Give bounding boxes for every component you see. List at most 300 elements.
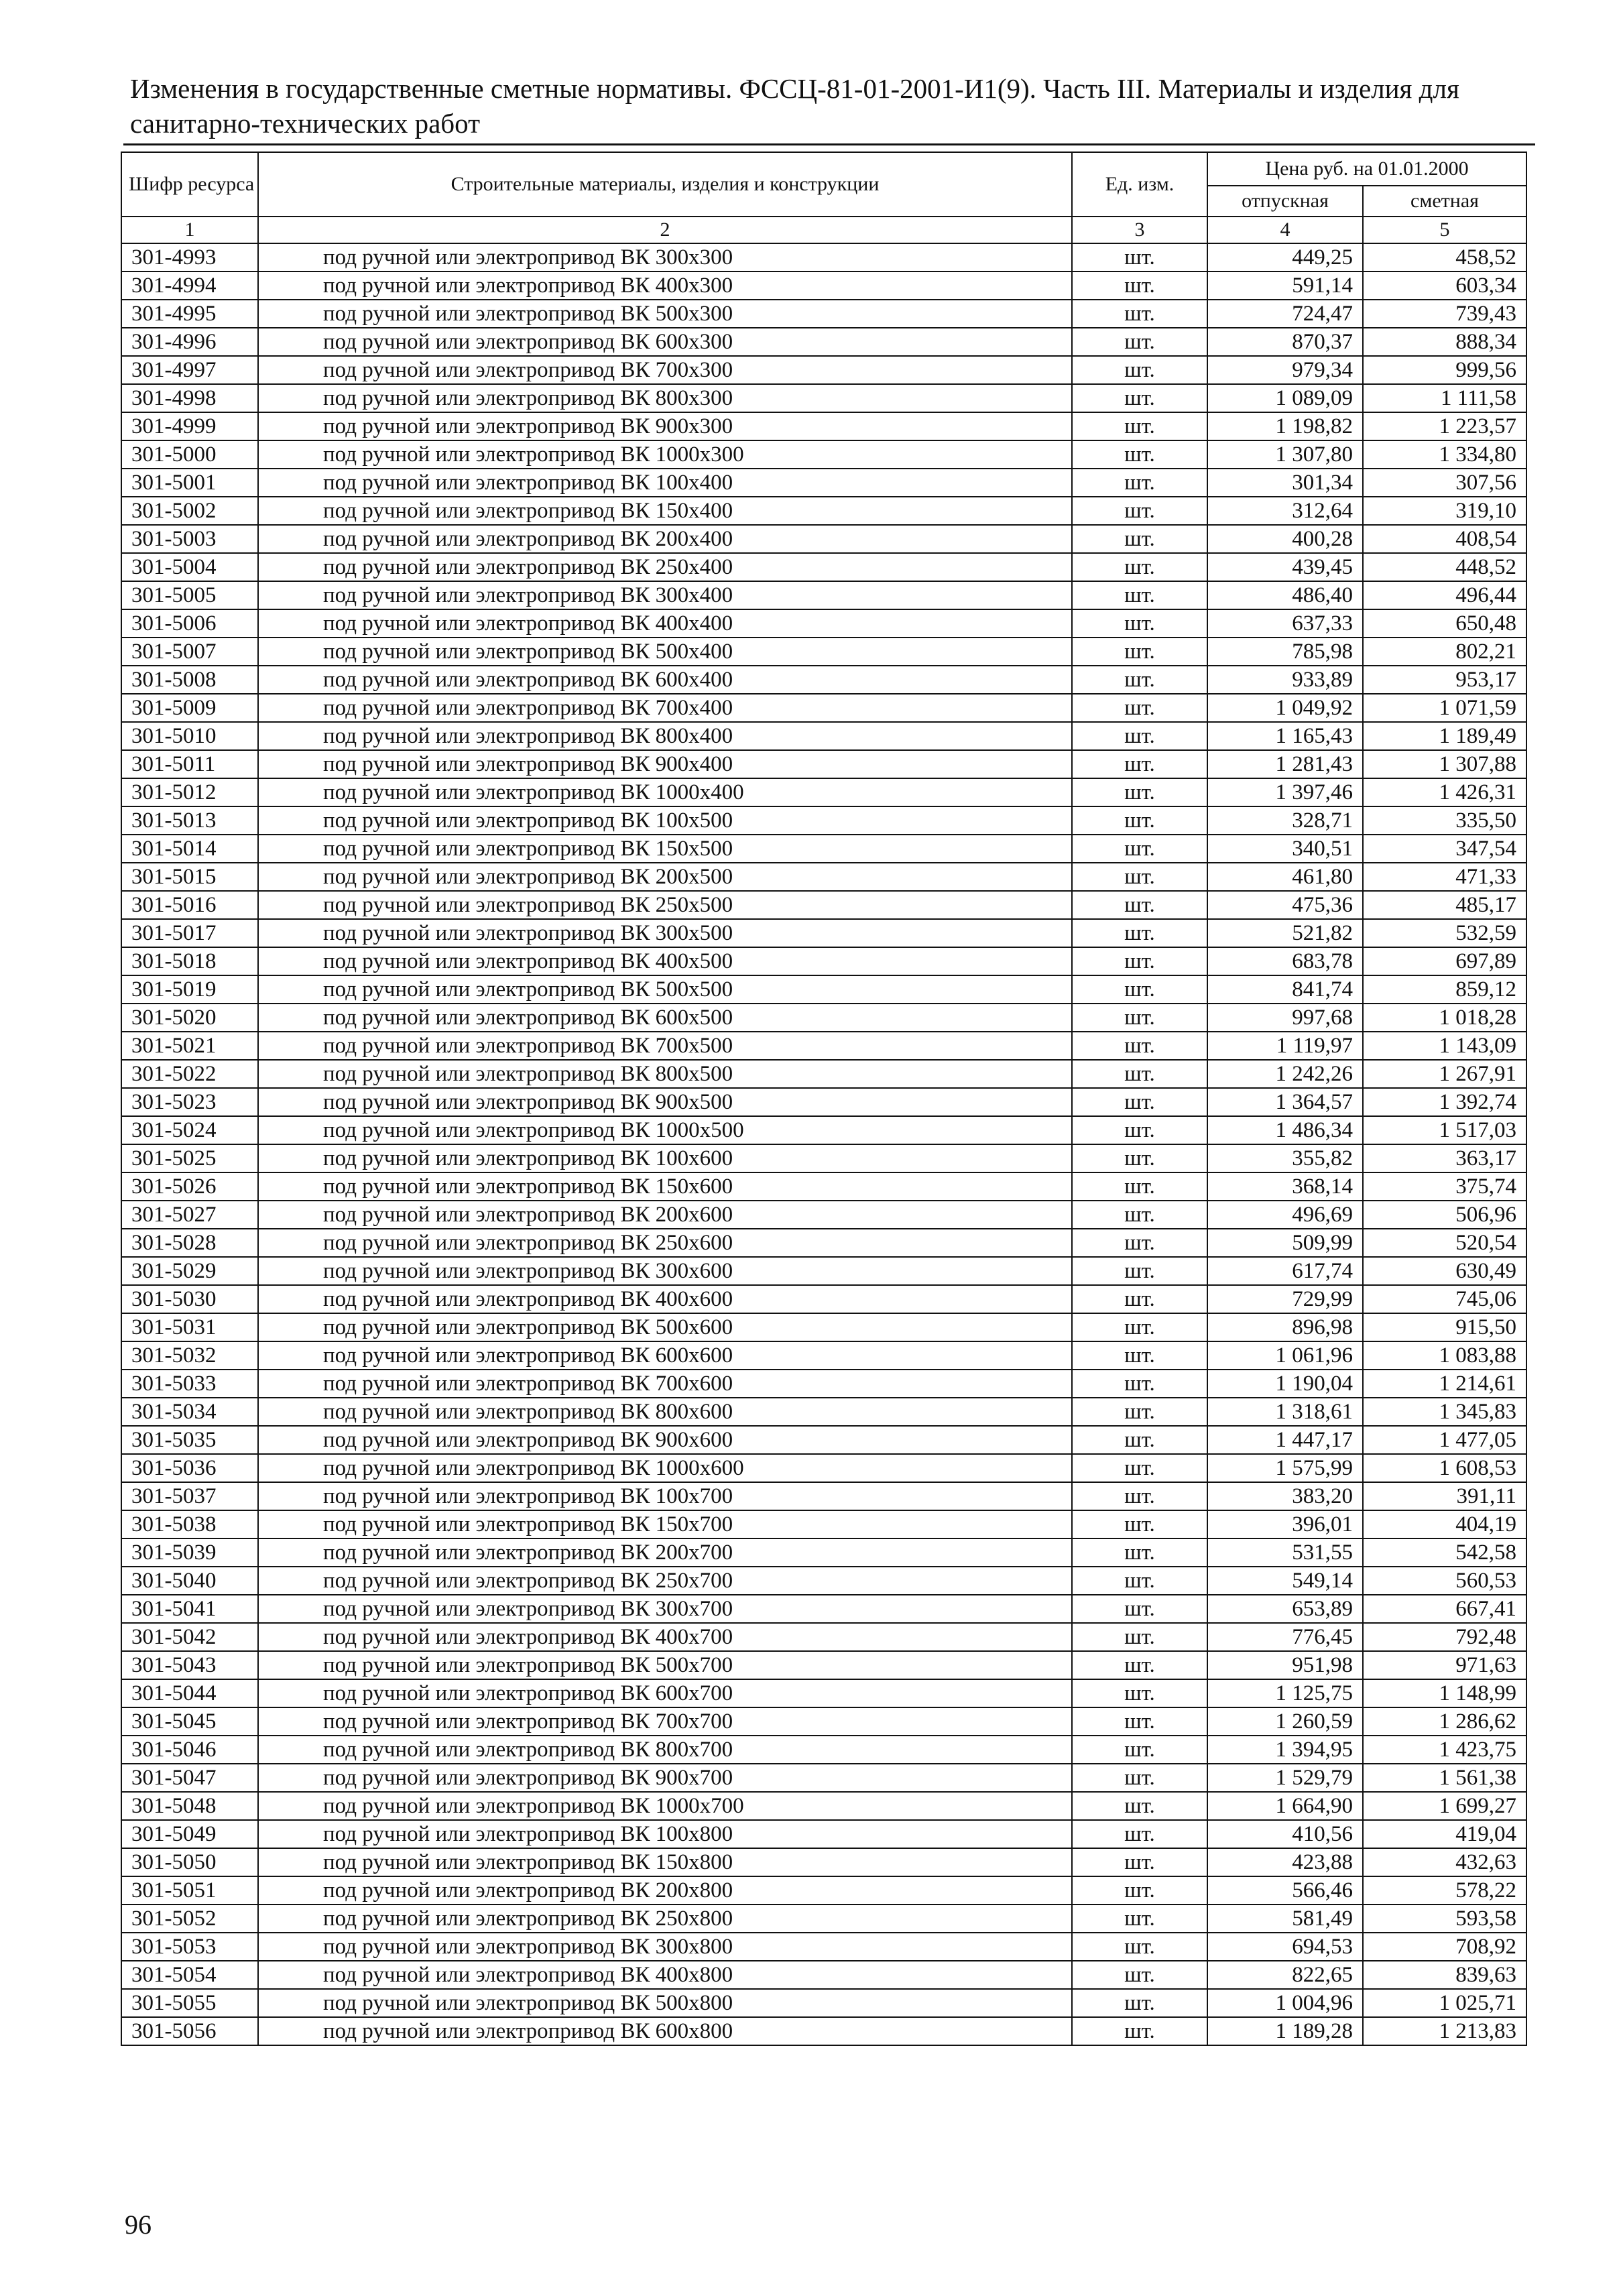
unit: шт. xyxy=(1072,525,1207,553)
resource-code: 301-5020 xyxy=(121,1004,258,1032)
material-name: под ручной или электропривод ВК 500x600 xyxy=(258,1313,1072,1341)
material-name: под ручной или электропривод ВК 400x600 xyxy=(258,1285,1072,1313)
release-price: 1 394,95 xyxy=(1207,1736,1363,1764)
estimate-price: 1 018,28 xyxy=(1363,1004,1526,1032)
unit: шт. xyxy=(1072,975,1207,1004)
unit: шт. xyxy=(1072,412,1207,440)
material-name: под ручной или электропривод ВК 600x600 xyxy=(258,1341,1072,1370)
column-number: 5 xyxy=(1363,217,1526,243)
release-price: 449,25 xyxy=(1207,243,1363,271)
resource-code: 301-5016 xyxy=(121,891,258,919)
unit: шт. xyxy=(1072,722,1207,750)
header-name: Строительные материалы, изделия и конструкции xyxy=(258,152,1072,217)
table-row xyxy=(121,1623,1526,1651)
table-row xyxy=(121,806,1526,835)
material-name: под ручной или электропривод ВК 100x400 xyxy=(258,469,1072,497)
resource-code: 301-5027 xyxy=(121,1201,258,1229)
resource-code: 301-5001 xyxy=(121,469,258,497)
table-row xyxy=(121,609,1526,638)
estimate-price: 1 111,58 xyxy=(1363,384,1526,412)
material-name: под ручной или электропривод ВК 900x300 xyxy=(258,412,1072,440)
material-name: под ручной или электропривод ВК 800x700 xyxy=(258,1736,1072,1764)
table-row xyxy=(121,1876,1526,1905)
material-name: под ручной или электропривод ВК 700x300 xyxy=(258,356,1072,384)
material-name: под ручной или электропривод ВК 400x300 xyxy=(258,271,1072,300)
estimate-price: 542,58 xyxy=(1363,1538,1526,1567)
unit: шт. xyxy=(1072,1088,1207,1116)
table-row xyxy=(121,1933,1526,1961)
release-price: 328,71 xyxy=(1207,806,1363,835)
header-price-group: Цена руб. на 01.01.2000 xyxy=(1207,152,1526,186)
unit: шт. xyxy=(1072,1961,1207,1989)
estimate-price: 532,59 xyxy=(1363,919,1526,947)
resource-code: 301-5011 xyxy=(121,750,258,778)
estimate-price: 802,21 xyxy=(1363,638,1526,666)
material-name: под ручной или электропривод ВК 200x600 xyxy=(258,1201,1072,1229)
release-price: 1 125,75 xyxy=(1207,1679,1363,1707)
resource-code: 301-5033 xyxy=(121,1370,258,1398)
material-name: под ручной или электропривод ВК 900x500 xyxy=(258,1088,1072,1116)
material-name: под ручной или электропривод ВК 500x700 xyxy=(258,1651,1072,1679)
material-name: под ручной или электропривод ВК 700x700 xyxy=(258,1707,1072,1736)
material-name: под ручной или электропривод ВК 1000x700 xyxy=(258,1792,1072,1820)
release-price: 368,14 xyxy=(1207,1172,1363,1201)
release-price: 1 486,34 xyxy=(1207,1116,1363,1144)
unit: шт. xyxy=(1072,1201,1207,1229)
estimate-price: 1 214,61 xyxy=(1363,1370,1526,1398)
estimate-price: 630,49 xyxy=(1363,1257,1526,1285)
unit: шт. xyxy=(1072,2017,1207,2045)
estimate-price: 1 083,88 xyxy=(1363,1341,1526,1370)
release-price: 683,78 xyxy=(1207,947,1363,975)
resource-code: 301-5053 xyxy=(121,1933,258,1961)
table-row xyxy=(121,1370,1526,1398)
resource-code: 301-5030 xyxy=(121,1285,258,1313)
resource-code: 301-5051 xyxy=(121,1876,258,1905)
resource-code: 301-5040 xyxy=(121,1567,258,1595)
header-unit: Ед. изм. xyxy=(1072,152,1207,217)
resource-code: 301-5039 xyxy=(121,1538,258,1567)
page-number: 96 xyxy=(125,2210,152,2240)
estimate-price: 335,50 xyxy=(1363,806,1526,835)
unit: шт. xyxy=(1072,1060,1207,1088)
table-row xyxy=(121,440,1526,469)
material-name: под ручной или электропривод ВК 900x700 xyxy=(258,1764,1072,1792)
table-row xyxy=(121,328,1526,356)
table-row xyxy=(121,581,1526,609)
estimate-price: 1 223,57 xyxy=(1363,412,1526,440)
unit: шт. xyxy=(1072,1370,1207,1398)
unit: шт. xyxy=(1072,1679,1207,1707)
estimate-price: 448,52 xyxy=(1363,553,1526,581)
resource-code: 301-5025 xyxy=(121,1144,258,1172)
resource-code: 301-5032 xyxy=(121,1341,258,1370)
unit: шт. xyxy=(1072,1398,1207,1426)
material-name: под ручной или электропривод ВК 800x600 xyxy=(258,1398,1072,1426)
estimate-price: 1 286,62 xyxy=(1363,1707,1526,1736)
material-name: под ручной или электропривод ВК 800x400 xyxy=(258,722,1072,750)
material-name: под ручной или электропривод ВК 600x800 xyxy=(258,2017,1072,2045)
resource-code: 301-5017 xyxy=(121,919,258,947)
title-divider xyxy=(123,143,1535,145)
estimate-price: 347,54 xyxy=(1363,835,1526,863)
table-row xyxy=(121,1792,1526,1820)
table-row xyxy=(121,1004,1526,1032)
table-row xyxy=(121,891,1526,919)
resource-code: 301-5046 xyxy=(121,1736,258,1764)
table-body xyxy=(121,243,1526,2045)
resource-code: 301-5019 xyxy=(121,975,258,1004)
unit: шт. xyxy=(1072,666,1207,694)
table-row xyxy=(121,750,1526,778)
estimate-price: 1 148,99 xyxy=(1363,1679,1526,1707)
table-row xyxy=(121,553,1526,581)
unit: шт. xyxy=(1072,1172,1207,1201)
table-row xyxy=(121,1567,1526,1595)
material-name: под ручной или электропривод ВК 700x400 xyxy=(258,694,1072,722)
resource-code: 301-4999 xyxy=(121,412,258,440)
unit: шт. xyxy=(1072,694,1207,722)
unit: шт. xyxy=(1072,835,1207,863)
column-number: 4 xyxy=(1207,217,1363,243)
resource-code: 301-5029 xyxy=(121,1257,258,1285)
release-price: 340,51 xyxy=(1207,835,1363,863)
material-name: под ручной или электропривод ВК 200x500 xyxy=(258,863,1072,891)
unit: шт. xyxy=(1072,891,1207,919)
resource-code: 301-5028 xyxy=(121,1229,258,1257)
table-row xyxy=(121,1229,1526,1257)
release-price: 549,14 xyxy=(1207,1567,1363,1595)
material-name: под ручной или электропривод ВК 100x500 xyxy=(258,806,1072,835)
material-name: под ручной или электропривод ВК 1000x600 xyxy=(258,1454,1072,1482)
unit: шт. xyxy=(1072,1229,1207,1257)
resource-code: 301-5045 xyxy=(121,1707,258,1736)
release-price: 729,99 xyxy=(1207,1285,1363,1313)
resource-code: 301-5010 xyxy=(121,722,258,750)
material-name: под ручной или электропривод ВК 900x400 xyxy=(258,750,1072,778)
unit: шт. xyxy=(1072,1426,1207,1454)
table-row xyxy=(121,1736,1526,1764)
release-price: 896,98 xyxy=(1207,1313,1363,1341)
table-row xyxy=(121,1172,1526,1201)
table-row xyxy=(121,1820,1526,1848)
release-price: 1 242,26 xyxy=(1207,1060,1363,1088)
release-price: 475,36 xyxy=(1207,891,1363,919)
resource-code: 301-4996 xyxy=(121,328,258,356)
table-row xyxy=(121,1116,1526,1144)
estimate-price: 650,48 xyxy=(1363,609,1526,638)
resource-code: 301-5048 xyxy=(121,1792,258,1820)
estimate-price: 593,58 xyxy=(1363,1905,1526,1933)
estimate-price: 859,12 xyxy=(1363,975,1526,1004)
release-price: 822,65 xyxy=(1207,1961,1363,1989)
material-name: под ручной или электропривод ВК 600x300 xyxy=(258,328,1072,356)
unit: шт. xyxy=(1072,1989,1207,2017)
release-price: 423,88 xyxy=(1207,1848,1363,1876)
resource-code: 301-5034 xyxy=(121,1398,258,1426)
estimate-price: 1 423,75 xyxy=(1363,1736,1526,1764)
unit: шт. xyxy=(1072,1341,1207,1370)
resource-code: 301-5049 xyxy=(121,1820,258,1848)
unit: шт. xyxy=(1072,300,1207,328)
table-row xyxy=(121,356,1526,384)
resource-code: 301-5015 xyxy=(121,863,258,891)
unit: шт. xyxy=(1072,1651,1207,1679)
resource-code: 301-5056 xyxy=(121,2017,258,2045)
release-price: 637,33 xyxy=(1207,609,1363,638)
unit: шт. xyxy=(1072,1848,1207,1876)
release-price: 1 198,82 xyxy=(1207,412,1363,440)
estimate-price: 1 334,80 xyxy=(1363,440,1526,469)
release-price: 1 119,97 xyxy=(1207,1032,1363,1060)
release-price: 1 397,46 xyxy=(1207,778,1363,806)
header-release: отпускная xyxy=(1207,186,1363,217)
resource-code: 301-4993 xyxy=(121,243,258,271)
resource-code: 301-5021 xyxy=(121,1032,258,1060)
table-row xyxy=(121,469,1526,497)
material-name: под ручной или электропривод ВК 500x500 xyxy=(258,975,1072,1004)
resource-code: 301-5035 xyxy=(121,1426,258,1454)
unit: шт. xyxy=(1072,1933,1207,1961)
unit: шт. xyxy=(1072,1595,1207,1623)
release-price: 1 529,79 xyxy=(1207,1764,1363,1792)
resource-code: 301-5054 xyxy=(121,1961,258,1989)
table-row xyxy=(121,1398,1526,1426)
resource-code: 301-5014 xyxy=(121,835,258,863)
release-price: 396,01 xyxy=(1207,1510,1363,1538)
material-name: под ручной или электропривод ВК 300x800 xyxy=(258,1933,1072,1961)
table-row xyxy=(121,1313,1526,1341)
table-row xyxy=(121,300,1526,328)
estimate-price: 496,44 xyxy=(1363,581,1526,609)
column-number: 2 xyxy=(258,217,1072,243)
unit: шт. xyxy=(1072,863,1207,891)
resource-code: 301-5012 xyxy=(121,778,258,806)
table-row xyxy=(121,835,1526,863)
estimate-price: 1 477,05 xyxy=(1363,1426,1526,1454)
material-name: под ручной или электропривод ВК 200x800 xyxy=(258,1876,1072,1905)
material-name: под ручной или электропривод ВК 250x400 xyxy=(258,553,1072,581)
estimate-price: 915,50 xyxy=(1363,1313,1526,1341)
release-price: 979,34 xyxy=(1207,356,1363,384)
table-row xyxy=(121,975,1526,1004)
unit: шт. xyxy=(1072,1313,1207,1341)
unit: шт. xyxy=(1072,271,1207,300)
unit: шт. xyxy=(1072,1285,1207,1313)
release-price: 1 049,92 xyxy=(1207,694,1363,722)
estimate-price: 667,41 xyxy=(1363,1595,1526,1623)
release-price: 355,82 xyxy=(1207,1144,1363,1172)
estimate-price: 953,17 xyxy=(1363,666,1526,694)
material-name: под ручной или электропривод ВК 150x600 xyxy=(258,1172,1072,1201)
release-price: 1 089,09 xyxy=(1207,384,1363,412)
release-price: 1 004,96 xyxy=(1207,1989,1363,2017)
estimate-price: 1 426,31 xyxy=(1363,778,1526,806)
release-price: 1 189,28 xyxy=(1207,2017,1363,2045)
material-name: под ручной или электропривод ВК 250x600 xyxy=(258,1229,1072,1257)
material-name: под ручной или электропривод ВК 200x700 xyxy=(258,1538,1072,1567)
material-name: под ручной или электропривод ВК 200x400 xyxy=(258,525,1072,553)
estimate-price: 404,19 xyxy=(1363,1510,1526,1538)
material-name: под ручной или электропривод ВК 600x500 xyxy=(258,1004,1072,1032)
unit: шт. xyxy=(1072,919,1207,947)
material-name: под ручной или электропривод ВК 1000x300 xyxy=(258,440,1072,469)
estimate-price: 697,89 xyxy=(1363,947,1526,975)
material-name: под ручной или электропривод ВК 400x500 xyxy=(258,947,1072,975)
estimate-price: 792,48 xyxy=(1363,1623,1526,1651)
estimate-price: 1 025,71 xyxy=(1363,1989,1526,2017)
resource-code: 301-5003 xyxy=(121,525,258,553)
release-price: 1 281,43 xyxy=(1207,750,1363,778)
estimate-price: 1 392,74 xyxy=(1363,1088,1526,1116)
material-name: под ручной или электропривод ВК 500x400 xyxy=(258,638,1072,666)
resource-code: 301-5013 xyxy=(121,806,258,835)
unit: шт. xyxy=(1072,440,1207,469)
estimate-price: 745,06 xyxy=(1363,1285,1526,1313)
unit: шт. xyxy=(1072,638,1207,666)
release-price: 383,20 xyxy=(1207,1482,1363,1510)
table-row xyxy=(121,1679,1526,1707)
material-name: под ручной или электропривод ВК 700x500 xyxy=(258,1032,1072,1060)
table-row xyxy=(121,1707,1526,1736)
unit: шт. xyxy=(1072,328,1207,356)
table-row xyxy=(121,1510,1526,1538)
unit: шт. xyxy=(1072,497,1207,525)
table-row xyxy=(121,1482,1526,1510)
estimate-price: 1 561,38 xyxy=(1363,1764,1526,1792)
material-name: под ручной или электропривод ВК 800x300 xyxy=(258,384,1072,412)
estimate-price: 1 267,91 xyxy=(1363,1060,1526,1088)
material-name: под ручной или электропривод ВК 150x800 xyxy=(258,1848,1072,1876)
unit: шт. xyxy=(1072,1567,1207,1595)
estimate-price: 971,63 xyxy=(1363,1651,1526,1679)
unit: шт. xyxy=(1072,1736,1207,1764)
material-name: под ручной или электропривод ВК 600x400 xyxy=(258,666,1072,694)
resource-code: 301-4997 xyxy=(121,356,258,384)
release-price: 841,74 xyxy=(1207,975,1363,1004)
resource-code: 301-5036 xyxy=(121,1454,258,1482)
unit: шт. xyxy=(1072,581,1207,609)
table-row xyxy=(121,1651,1526,1679)
estimate-price: 708,92 xyxy=(1363,1933,1526,1961)
estimate-price: 471,33 xyxy=(1363,863,1526,891)
material-name: под ручной или электропривод ВК 1000x500 xyxy=(258,1116,1072,1144)
unit: шт. xyxy=(1072,947,1207,975)
material-name: под ручной или электропривод ВК 700x600 xyxy=(258,1370,1072,1398)
resource-code: 301-4998 xyxy=(121,384,258,412)
material-name: под ручной или электропривод ВК 150x500 xyxy=(258,835,1072,863)
unit: шт. xyxy=(1072,609,1207,638)
unit: шт. xyxy=(1072,1144,1207,1172)
table-row xyxy=(121,412,1526,440)
release-price: 694,53 xyxy=(1207,1933,1363,1961)
material-name: под ручной или электропривод ВК 500x300 xyxy=(258,300,1072,328)
material-name: под ручной или электропривод ВК 400x400 xyxy=(258,609,1072,638)
material-name: под ручной или электропривод ВК 900x600 xyxy=(258,1426,1072,1454)
material-name: под ручной или электропривод ВК 600x700 xyxy=(258,1679,1072,1707)
resource-code: 301-5002 xyxy=(121,497,258,525)
material-name: под ручной или электропривод ВК 250x500 xyxy=(258,891,1072,919)
table-row xyxy=(121,1595,1526,1623)
column-number: 3 xyxy=(1072,217,1207,243)
resource-code: 301-5026 xyxy=(121,1172,258,1201)
estimate-price: 520,54 xyxy=(1363,1229,1526,1257)
table-row xyxy=(121,694,1526,722)
table-row xyxy=(121,722,1526,750)
resource-code: 301-5008 xyxy=(121,666,258,694)
estimate-price: 1 307,88 xyxy=(1363,750,1526,778)
release-price: 1 307,80 xyxy=(1207,440,1363,469)
table-row xyxy=(121,1201,1526,1229)
resource-code: 301-4995 xyxy=(121,300,258,328)
release-price: 591,14 xyxy=(1207,271,1363,300)
table-row xyxy=(121,666,1526,694)
unit: шт. xyxy=(1072,1032,1207,1060)
estimate-price: 1 517,03 xyxy=(1363,1116,1526,1144)
estimate-price: 419,04 xyxy=(1363,1820,1526,1848)
estimate-price: 363,17 xyxy=(1363,1144,1526,1172)
estimate-price: 485,17 xyxy=(1363,891,1526,919)
header-code: Шифр ресурса xyxy=(121,152,258,217)
release-price: 566,46 xyxy=(1207,1876,1363,1905)
material-name: под ручной или электропривод ВК 150x700 xyxy=(258,1510,1072,1538)
table-row xyxy=(121,1257,1526,1285)
material-name: под ручной или электропривод ВК 400x800 xyxy=(258,1961,1072,1989)
table-row xyxy=(121,1032,1526,1060)
table-row xyxy=(121,384,1526,412)
estimate-price: 391,11 xyxy=(1363,1482,1526,1510)
unit: шт. xyxy=(1072,1454,1207,1482)
estimate-price: 603,34 xyxy=(1363,271,1526,300)
release-price: 509,99 xyxy=(1207,1229,1363,1257)
release-price: 486,40 xyxy=(1207,581,1363,609)
table-row xyxy=(121,1961,1526,1989)
material-name: под ручной или электропривод ВК 250x800 xyxy=(258,1905,1072,1933)
table-row xyxy=(121,1905,1526,1933)
resource-code: 301-5050 xyxy=(121,1848,258,1876)
release-price: 312,64 xyxy=(1207,497,1363,525)
estimate-price: 458,52 xyxy=(1363,243,1526,271)
release-price: 653,89 xyxy=(1207,1595,1363,1623)
table-row xyxy=(121,1538,1526,1567)
estimate-price: 1 143,09 xyxy=(1363,1032,1526,1060)
release-price: 1 260,59 xyxy=(1207,1707,1363,1736)
unit: шт. xyxy=(1072,778,1207,806)
unit: шт. xyxy=(1072,1905,1207,1933)
table-row xyxy=(121,1764,1526,1792)
resource-code: 301-5038 xyxy=(121,1510,258,1538)
resource-code: 301-5031 xyxy=(121,1313,258,1341)
resource-code: 301-5052 xyxy=(121,1905,258,1933)
table-row xyxy=(121,1454,1526,1482)
resource-code: 301-5043 xyxy=(121,1651,258,1679)
unit: шт. xyxy=(1072,356,1207,384)
estimate-price: 506,96 xyxy=(1363,1201,1526,1229)
resource-code: 301-5009 xyxy=(121,694,258,722)
unit: шт. xyxy=(1072,1482,1207,1510)
column-number: 1 xyxy=(121,217,258,243)
unit: шт. xyxy=(1072,1764,1207,1792)
resource-code: 301-5055 xyxy=(121,1989,258,2017)
release-price: 870,37 xyxy=(1207,328,1363,356)
table-row xyxy=(121,1285,1526,1313)
table-row xyxy=(121,919,1526,947)
table-row xyxy=(121,863,1526,891)
material-name: под ручной или электропривод ВК 400x700 xyxy=(258,1623,1072,1651)
release-price: 1 165,43 xyxy=(1207,722,1363,750)
estimate-price: 1 699,27 xyxy=(1363,1792,1526,1820)
estimate-price: 307,56 xyxy=(1363,469,1526,497)
